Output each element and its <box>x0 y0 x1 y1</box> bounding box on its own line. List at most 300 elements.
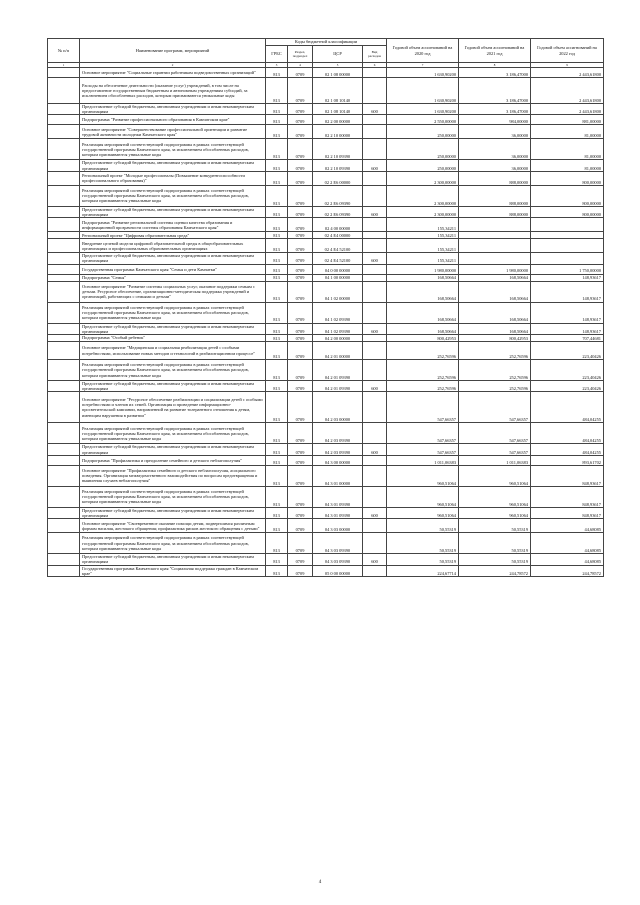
header-num: № п/п <box>48 39 80 63</box>
index-cell: 2 <box>80 63 266 68</box>
table-row <box>48 160 604 171</box>
row-csr-cell: 04 2 01 09390 <box>313 360 363 381</box>
row-name-cell: Предоставление субсидий бюджетным, автономным учреждениям и иным некоммерческим организациям <box>80 206 266 217</box>
row-vr-cell: 600 <box>363 253 387 264</box>
row-grbs-cell: 813 <box>266 264 288 274</box>
row-value-2022-cell: 484,04255 <box>531 392 604 423</box>
row-number-cell <box>48 264 80 274</box>
row-name-cell: Реализация мероприятий соответствующей подпрограммы в рамках соответствующей государственной программы Камчатского края, за исключением обособленных расходов, которым присваиваются уникальные коды <box>80 139 266 160</box>
row-grbs-cell: 813 <box>266 104 288 115</box>
table-row <box>48 281 604 302</box>
row-razdel-cell: 0709 <box>288 423 313 444</box>
row-grbs-cell: 813 <box>266 160 288 171</box>
row-grbs-cell: 813 <box>266 281 288 302</box>
row-number-cell <box>48 533 80 554</box>
row-vr-cell <box>363 335 387 342</box>
row-csr-cell: 04 2 01 09390 <box>313 381 363 392</box>
row-razdel-cell: 0709 <box>288 455 313 465</box>
row-csr-cell: 02 2 E6 09390 <box>313 206 363 217</box>
row-value-2021-cell: 3 186,47000 <box>459 104 531 115</box>
table-row <box>48 455 604 465</box>
row-csr-cell: 02 2 10 09390 <box>313 160 363 171</box>
row-name-cell: Государственная программа Камчатского края "Социальная поддержка граждан в Камчатском крае" <box>80 565 266 576</box>
row-vr-cell <box>363 533 387 554</box>
table-row <box>48 444 604 455</box>
row-grbs-cell: 813 <box>266 360 288 381</box>
row-csr-cell: 04 1 02 00000 <box>313 281 363 302</box>
row-value-2020-cell: 2 550,00000 <box>387 115 459 125</box>
row-name-cell: Основное мероприятие "Профилактика семейного и детского неблагополучия, асоциального поведения. Организация межведомственного взаимодействия по вопросам предотвращения и выявления случаев неблагополучия" <box>80 465 266 486</box>
row-number-cell <box>48 171 80 185</box>
row-vr-cell <box>363 302 387 323</box>
index-cell: 6 <box>363 63 387 68</box>
row-grbs-cell: 813 <box>266 519 288 533</box>
row-vr-cell <box>363 115 387 125</box>
row-csr-cell: 02 2 E6 09390 <box>313 185 363 206</box>
row-razdel-cell: 0709 <box>288 253 313 264</box>
row-csr-cell: 04 3 01 00000 <box>313 465 363 486</box>
row-number-cell <box>48 274 80 281</box>
page-number: 4 <box>318 880 322 885</box>
row-grbs-cell: 813 <box>266 423 288 444</box>
row-value-2022-cell: 1 750,00000 <box>531 264 604 274</box>
row-vr-cell <box>363 565 387 576</box>
row-value-2022-cell <box>531 253 604 264</box>
row-value-2022-cell: 44,68085 <box>531 519 604 533</box>
row-vr-cell: 600 <box>363 507 387 518</box>
row-grbs-cell: 813 <box>266 302 288 323</box>
row-value-2021-cell: 168,50664 <box>459 302 531 323</box>
row-value-2022-cell: 81,00000 <box>531 125 604 139</box>
row-value-2020-cell: 547,66357 <box>387 392 459 423</box>
row-value-2021-cell: 244,78572 <box>459 565 531 576</box>
table-row <box>48 342 604 360</box>
row-name-cell: Предоставление субсидий бюджетным, автономным учреждениям и иным некоммерческим организациям <box>80 381 266 392</box>
row-value-2020-cell: 168,50664 <box>387 281 459 302</box>
row-value-2021-cell: 252,76596 <box>459 360 531 381</box>
row-value-2021-cell: 3 186,47000 <box>459 68 531 78</box>
header-year-2022: Годовой объем ассигнований на 2022 год <box>531 39 604 63</box>
row-grbs-cell: 813 <box>266 274 288 281</box>
row-number-cell <box>48 68 80 78</box>
row-razdel-cell: 0709 <box>288 444 313 455</box>
row-csr-cell: 04 1 00 00000 <box>313 274 363 281</box>
row-name-cell: Предоставление субсидий бюджетным, автономным учреждениям и иным некоммерческим организациям <box>80 444 266 455</box>
table-row <box>48 486 604 507</box>
row-name-cell: Предоставление субсидий бюджетным, автономным учреждениям и иным некоммерческим организациям <box>80 323 266 334</box>
table-row <box>48 465 604 486</box>
row-csr-cell: 04 0 00 00000 <box>313 264 363 274</box>
row-vr-cell <box>363 171 387 185</box>
row-vr-cell <box>363 274 387 281</box>
table-row <box>48 264 604 274</box>
row-name-cell: Реализация мероприятий соответствующей подпрограммы в рамках соответствующей государственной программы Камчатского края, за исключением обособленных расходов, которым присваиваются уникальные коды <box>80 423 266 444</box>
row-grbs-cell: 813 <box>266 565 288 576</box>
row-value-2021-cell: 50,55319 <box>459 519 531 533</box>
row-vr-cell <box>363 264 387 274</box>
row-csr-cell: 02 1 08 10140 <box>313 104 363 115</box>
row-csr-cell: 02 4 E4 52100 <box>313 253 363 264</box>
row-value-2022-cell: 81,00000 <box>531 139 604 160</box>
row-number-cell <box>48 335 80 342</box>
table-row <box>48 68 604 78</box>
table-row <box>48 115 604 125</box>
row-value-2021-cell: 547,66357 <box>459 423 531 444</box>
row-grbs-cell: 813 <box>266 554 288 565</box>
row-value-2020-cell: 252,76596 <box>387 381 459 392</box>
index-cell: 1 <box>48 63 80 68</box>
row-value-2021-cell: 50,55319 <box>459 533 531 554</box>
row-number-cell <box>48 253 80 264</box>
row-value-2020-cell: 960,51064 <box>387 507 459 518</box>
row-value-2021-cell <box>459 232 531 239</box>
row-csr-cell: 04 3 01 09390 <box>313 507 363 518</box>
row-value-2022-cell: 707,44681 <box>531 335 604 342</box>
row-vr-cell <box>363 232 387 239</box>
row-number-cell <box>48 554 80 565</box>
row-razdel-cell: 0709 <box>288 274 313 281</box>
row-grbs-cell: 813 <box>266 68 288 78</box>
row-name-cell: Расходы на обеспечение деятельности (оказание услуг) учреждений, в том числе на предоставление государственным бюджетным и автономным учреждениям субсидий, за исключением обособленных расходов, которым присваиваются уникальные коды <box>80 78 266 104</box>
row-grbs-cell: 813 <box>266 533 288 554</box>
row-grbs-cell: 813 <box>266 185 288 206</box>
row-vr-cell <box>363 360 387 381</box>
row-vr-cell: 600 <box>363 444 387 455</box>
row-value-2022-cell: 148,93617 <box>531 274 604 281</box>
row-name-cell: Основное мероприятие "Совершенствование профессиональной ориентации и развитие трудовой активности молодежи Камчатского края" <box>80 125 266 139</box>
row-number-cell <box>48 465 80 486</box>
row-value-2020-cell: 1 630,90200 <box>387 78 459 104</box>
row-value-2022-cell: 223,40426 <box>531 381 604 392</box>
row-csr-cell: 04 3 03 00000 <box>313 519 363 533</box>
table-row <box>48 171 604 185</box>
row-value-2020-cell: 1 630,90200 <box>387 68 459 78</box>
table-row <box>48 232 604 239</box>
budget-table <box>47 38 604 577</box>
row-grbs-cell: 813 <box>266 239 288 253</box>
row-number-cell <box>48 381 80 392</box>
row-vr-cell <box>363 342 387 360</box>
row-razdel-cell: 0709 <box>288 125 313 139</box>
row-razdel-cell: 0709 <box>288 342 313 360</box>
row-grbs-cell: 813 <box>266 218 288 232</box>
row-value-2022-cell: 148,93617 <box>531 281 604 302</box>
row-grbs-cell: 813 <box>266 486 288 507</box>
row-value-2021-cell: 960,51064 <box>459 507 531 518</box>
table-row <box>48 206 604 217</box>
table-row <box>48 381 604 392</box>
row-number-cell <box>48 115 80 125</box>
row-razdel-cell: 0709 <box>288 302 313 323</box>
header-year-2020: Годовой объем ассигнований на 2020 год <box>387 39 459 63</box>
row-grbs-cell: 813 <box>266 455 288 465</box>
index-cell: 3 <box>266 63 288 68</box>
row-value-2020-cell: 155,34211 <box>387 239 459 253</box>
row-value-2021-cell: 800,42953 <box>459 335 531 342</box>
row-razdel-cell: 0709 <box>288 323 313 334</box>
table-row <box>48 519 604 533</box>
table-row <box>48 274 604 281</box>
row-vr-cell <box>363 465 387 486</box>
row-value-2022-cell: 148,93617 <box>531 323 604 334</box>
row-value-2022-cell: 148,93617 <box>531 302 604 323</box>
row-value-2020-cell: 2 300,00000 <box>387 185 459 206</box>
row-value-2021-cell: 252,76596 <box>459 342 531 360</box>
row-razdel-cell: 0709 <box>288 115 313 125</box>
row-razdel-cell: 0709 <box>288 565 313 576</box>
table-row <box>48 392 604 423</box>
table-row <box>48 139 604 160</box>
header-razdel: Раздел, подраздел <box>288 46 313 63</box>
row-name-cell: Реализация мероприятий соответствующей подпрограммы в рамках соответствующей государственной программы Камчатского края, за исключением обособленных расходов, которым присваиваются уникальные коды <box>80 360 266 381</box>
row-number-cell <box>48 185 80 206</box>
row-name-cell: Основное мероприятие "Социальные гарантии работникам подведомственных организаций" <box>80 68 266 78</box>
table-row <box>48 239 604 253</box>
row-name-cell: Реализация мероприятий соответствующей подпрограммы в рамках соответствующей государственной программы Камчатского края, за исключением обособленных расходов, которым присваиваются уникальные коды <box>80 302 266 323</box>
row-value-2022-cell: 800,00000 <box>531 185 604 206</box>
row-vr-cell <box>363 455 387 465</box>
row-name-cell: Реализация мероприятий соответствующей подпрограммы в рамках соответствующей государственной программы Камчатского края, за исключением обособленных расходов, которым присваиваются уникальные коды <box>80 185 266 206</box>
row-vr-cell <box>363 486 387 507</box>
row-razdel-cell: 0709 <box>288 185 313 206</box>
row-csr-cell: 02 4 E4 52100 <box>313 239 363 253</box>
row-razdel-cell: 0709 <box>288 335 313 342</box>
row-razdel-cell: 0709 <box>288 392 313 423</box>
table-row <box>48 554 604 565</box>
row-value-2021-cell: 36,00000 <box>459 125 531 139</box>
table-row <box>48 533 604 554</box>
row-number-cell <box>48 565 80 576</box>
row-value-2022-cell: 223,40426 <box>531 360 604 381</box>
row-csr-cell: 02 1 08 10140 <box>313 78 363 104</box>
row-value-2021-cell: 3 186,47000 <box>459 78 531 104</box>
row-name-cell: Подпрограмма "Особый ребенок" <box>80 335 266 342</box>
index-cell: 5 <box>313 63 363 68</box>
row-name-cell: Региональный проект "Молодые профессионалы (Повышение конкурентоспособности профессионального образования)" <box>80 171 266 185</box>
row-grbs-cell: 813 <box>266 465 288 486</box>
row-grbs-cell: 813 <box>266 253 288 264</box>
header-csr: ЦСР <box>313 46 363 63</box>
row-value-2021-cell: 168,50664 <box>459 274 531 281</box>
row-number-cell <box>48 281 80 302</box>
row-name-cell: Предоставление субсидий бюджетным, автономным учреждениям и иным некоммерческим организациям <box>80 104 266 115</box>
header-year-2021: Годовой объем ассигнований на 2021 год <box>459 39 531 63</box>
row-vr-cell: 600 <box>363 206 387 217</box>
row-vr-cell: 600 <box>363 381 387 392</box>
row-name-cell: Региональный проект "Цифровая образовательная среда" <box>80 232 266 239</box>
row-razdel-cell: 0709 <box>288 239 313 253</box>
row-value-2020-cell: 960,51064 <box>387 486 459 507</box>
row-razdel-cell: 0709 <box>288 554 313 565</box>
row-value-2020-cell: 250,00000 <box>387 160 459 171</box>
row-number-cell <box>48 125 80 139</box>
row-value-2022-cell: 2 443,61800 <box>531 68 604 78</box>
row-number-cell <box>48 486 80 507</box>
row-name-cell: Реализация мероприятий соответствующей подпрограммы в рамках соответствующей государственной программы Камчатского края, за исключением обособленных расходов, которым присваиваются уникальные коды <box>80 533 266 554</box>
index-cell: 7 <box>387 63 459 68</box>
row-name-cell: Основное мероприятие "Своевременное оказание помощи детям, подвергшимся различным формам насилия, жестокого обращения; профилактика рисков жестокого обращения с детьми" <box>80 519 266 533</box>
row-razdel-cell: 0709 <box>288 465 313 486</box>
row-vr-cell <box>363 281 387 302</box>
row-grbs-cell: 813 <box>266 115 288 125</box>
row-grbs-cell: 813 <box>266 381 288 392</box>
row-name-cell: Подпрограмма "Семья" <box>80 274 266 281</box>
row-value-2021-cell: 36,00000 <box>459 160 531 171</box>
row-value-2021-cell: 888,00000 <box>459 171 531 185</box>
row-vr-cell <box>363 125 387 139</box>
row-number-cell <box>48 392 80 423</box>
table-body <box>48 68 604 577</box>
row-value-2020-cell: 2 300,00000 <box>387 171 459 185</box>
row-name-cell: Реализация мероприятий соответствующей подпрограммы в рамках соответствующей государственной программы Камчатского края, за исключением обособленных расходов, которым присваиваются уникальные коды <box>80 486 266 507</box>
row-csr-cell: 04 2 03 00000 <box>313 392 363 423</box>
row-vr-cell: 600 <box>363 323 387 334</box>
row-value-2020-cell: 155,34211 <box>387 232 459 239</box>
index-cell: 4 <box>288 63 313 68</box>
row-vr-cell: 600 <box>363 160 387 171</box>
row-value-2020-cell: 50,55319 <box>387 533 459 554</box>
row-value-2021-cell <box>459 218 531 232</box>
row-value-2021-cell: 168,50664 <box>459 281 531 302</box>
row-value-2020-cell: 800,42953 <box>387 335 459 342</box>
row-number-cell <box>48 360 80 381</box>
row-name-cell: Подпрограмма "Профилактика и преодоление семейного и детского неблагополучия" <box>80 455 266 465</box>
row-value-2022-cell: 44,68085 <box>531 533 604 554</box>
row-value-2022-cell: 2 443,61800 <box>531 78 604 104</box>
header-codes-group: Коды бюджетной классификации <box>266 39 387 46</box>
row-vr-cell <box>363 239 387 253</box>
row-razdel-cell: 0709 <box>288 507 313 518</box>
row-value-2022-cell: 2 443,61800 <box>531 104 604 115</box>
row-value-2021-cell: 547,66357 <box>459 444 531 455</box>
row-name-cell: Предоставление субсидий бюджетным, автономным учреждениям и иным некоммерческим организациям <box>80 253 266 264</box>
row-grbs-cell: 813 <box>266 507 288 518</box>
row-razdel-cell: 0709 <box>288 360 313 381</box>
row-value-2022-cell: 81,00000 <box>531 160 604 171</box>
row-grbs-cell: 813 <box>266 171 288 185</box>
row-value-2020-cell: 224,67714 <box>387 565 459 576</box>
row-value-2021-cell: 252,76596 <box>459 381 531 392</box>
row-csr-cell: 04 2 01 00000 <box>313 342 363 360</box>
row-value-2020-cell: 2 300,00000 <box>387 206 459 217</box>
table-row <box>48 360 604 381</box>
row-vr-cell <box>363 139 387 160</box>
row-razdel-cell: 0709 <box>288 486 313 507</box>
table-row <box>48 253 604 264</box>
row-value-2020-cell: 547,66357 <box>387 444 459 455</box>
row-razdel-cell: 0709 <box>288 68 313 78</box>
table-row <box>48 125 604 139</box>
row-number-cell <box>48 519 80 533</box>
row-csr-cell: 02 2 E6 00000 <box>313 171 363 185</box>
row-number-cell <box>48 302 80 323</box>
row-value-2020-cell: 168,50664 <box>387 274 459 281</box>
row-razdel-cell: 0709 <box>288 171 313 185</box>
row-name-cell: Предоставление субсидий бюджетным, автономным учреждениям и иным некоммерческим организациям <box>80 554 266 565</box>
row-name-cell: Основное мероприятие "Медицинская и социальная реабилитация детей с особыми потребностями, использование новых методов и технологий в реабилитационном процессе" <box>80 342 266 360</box>
row-number-cell <box>48 342 80 360</box>
row-number-cell <box>48 78 80 104</box>
row-value-2021-cell: 960,51064 <box>459 486 531 507</box>
row-value-2022-cell <box>531 218 604 232</box>
row-number-cell <box>48 206 80 217</box>
row-value-2022-cell <box>531 239 604 253</box>
row-csr-cell: 04 2 03 09390 <box>313 423 363 444</box>
row-value-2021-cell: 960,51064 <box>459 465 531 486</box>
row-razdel-cell: 0709 <box>288 206 313 217</box>
row-number-cell <box>48 323 80 334</box>
row-vr-cell <box>363 519 387 533</box>
row-vr-cell: 600 <box>363 554 387 565</box>
row-vr-cell <box>363 423 387 444</box>
row-name-cell: Подпрограмма "Развитие региональной системы оценки качества образования и информационной прозрачности системы образования Камчатского края" <box>80 218 266 232</box>
row-csr-cell: 02 2 10 09390 <box>313 139 363 160</box>
row-value-2022-cell: 848,93617 <box>531 507 604 518</box>
row-value-2022-cell: 484,04255 <box>531 423 604 444</box>
row-csr-cell: 02 1 08 00000 <box>313 68 363 78</box>
row-csr-cell: 02 4 00 00000 <box>313 218 363 232</box>
row-grbs-cell: 813 <box>266 323 288 334</box>
row-number-cell <box>48 239 80 253</box>
row-grbs-cell: 813 <box>266 125 288 139</box>
row-value-2022-cell: 881,00000 <box>531 115 604 125</box>
table-row <box>48 565 604 576</box>
row-number-cell <box>48 455 80 465</box>
table-row <box>48 302 604 323</box>
row-value-2021-cell: 50,55319 <box>459 554 531 565</box>
row-grbs-cell: 813 <box>266 78 288 104</box>
row-value-2021-cell: 168,50664 <box>459 323 531 334</box>
row-value-2020-cell: 168,50664 <box>387 323 459 334</box>
row-vr-cell: 600 <box>363 104 387 115</box>
row-csr-cell: 04 2 00 00000 <box>313 335 363 342</box>
header-vr: Вид расходов <box>363 46 387 63</box>
row-grbs-cell: 813 <box>266 139 288 160</box>
row-number-cell <box>48 104 80 115</box>
table-row <box>48 218 604 232</box>
row-value-2021-cell: 547,66357 <box>459 392 531 423</box>
table-row <box>48 78 604 104</box>
row-grbs-cell: 813 <box>266 335 288 342</box>
row-number-cell <box>48 423 80 444</box>
row-value-2021-cell: 1 980,00000 <box>459 264 531 274</box>
row-razdel-cell: 0709 <box>288 281 313 302</box>
row-value-2020-cell: 547,66357 <box>387 423 459 444</box>
row-value-2020-cell: 50,55319 <box>387 519 459 533</box>
row-razdel-cell: 0709 <box>288 139 313 160</box>
row-value-2021-cell <box>459 253 531 264</box>
row-value-2020-cell: 168,50664 <box>387 302 459 323</box>
row-number-cell <box>48 444 80 455</box>
row-value-2020-cell: 155,34211 <box>387 253 459 264</box>
row-value-2020-cell: 960,51064 <box>387 465 459 486</box>
row-name-cell: Подпрограмма "Развитие профессионального образования в Камчатском крае" <box>80 115 266 125</box>
row-value-2021-cell: 888,00000 <box>459 185 531 206</box>
row-value-2021-cell: 984,00000 <box>459 115 531 125</box>
row-value-2020-cell: 1 630,90200 <box>387 104 459 115</box>
row-razdel-cell: 0709 <box>288 519 313 533</box>
row-csr-cell: 04 1 02 09390 <box>313 323 363 334</box>
row-value-2020-cell: 1 011,06383 <box>387 455 459 465</box>
row-grbs-cell: 813 <box>266 232 288 239</box>
row-grbs-cell: 813 <box>266 392 288 423</box>
row-value-2022-cell: 800,00000 <box>531 206 604 217</box>
row-value-2022-cell: 848,93617 <box>531 486 604 507</box>
row-value-2021-cell: 1 011,06383 <box>459 455 531 465</box>
row-csr-cell: 04 3 00 00000 <box>313 455 363 465</box>
index-cell: 8 <box>459 63 531 68</box>
header-grbs: ГРБС <box>266 46 288 63</box>
